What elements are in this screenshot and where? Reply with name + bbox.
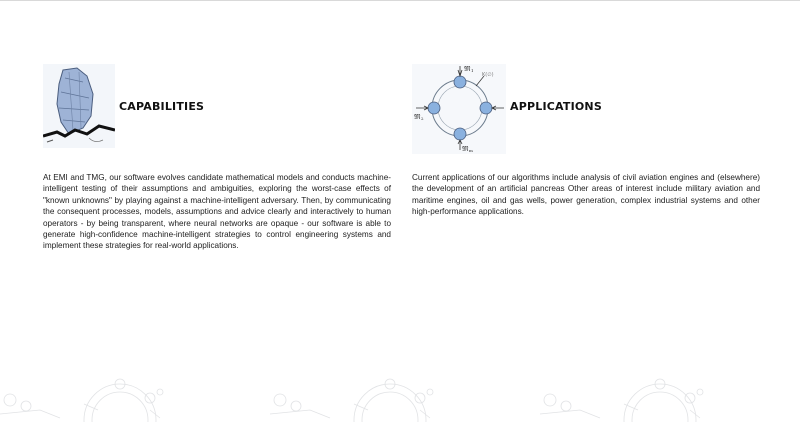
capabilities-text: At EMI and TMG, our software evolves candidate mathematical models and conducts machine-intelligent testing of their assumptions and ambiguities, exploring the worst-case effects of "known unknowns" by playing against a machine-intelligent adversary. Then, by communicating the consequent processes, models, assumptions and advice clearly and interactively to human operators - by being transparent, where neural networks are opaque - our software is able to generate high-confidence machine-intelligent strategies to control engineering systems and implement these strategies for real-world applications. bbox=[43, 173, 391, 251]
sketched-rock-landscape-icon bbox=[43, 64, 115, 148]
diagram-label-top: 𝔐 bbox=[464, 65, 471, 73]
faded-diagram-pattern-icon bbox=[0, 370, 800, 422]
applications-text: Current applications of our algorithms include analysis of civil aviation engines and (elsewhere) the development of an artificial pancreas Other areas of interest include military aviation and maritime engines, oil and gas wells, power generation, complex industrial systems and other high-performance applications. bbox=[412, 173, 760, 217]
diagram-label-left: 𝔐 bbox=[414, 113, 421, 121]
top-divider bbox=[0, 0, 800, 1]
diagram-label-left-sub: 2 bbox=[421, 116, 424, 121]
cyclic-model-diagram-icon bbox=[412, 64, 494, 153]
capabilities-section bbox=[43, 64, 391, 252]
diagram-label-top-sub: 1 bbox=[471, 68, 474, 73]
applications-title: APPLICATIONS bbox=[510, 99, 602, 113]
applications-section bbox=[412, 64, 760, 218]
capabilities-title: CAPABILITIES bbox=[119, 99, 205, 113]
diagram-label-right: K(∅) bbox=[482, 72, 494, 78]
capabilities-header bbox=[43, 64, 391, 148]
diagram-label-bottom: 𝔐 bbox=[462, 145, 469, 153]
applications-header bbox=[412, 64, 760, 153]
diagram-label-bottom-sub: m bbox=[469, 148, 473, 153]
